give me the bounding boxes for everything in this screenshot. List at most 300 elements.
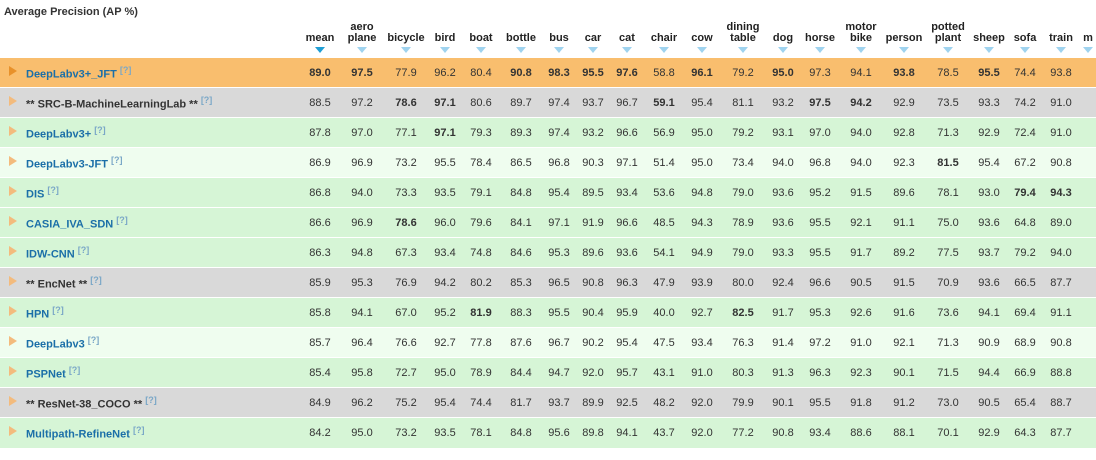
- header-label: train: [1049, 32, 1073, 44]
- score-cell: [1080, 58, 1096, 88]
- score-cell: 73.3: [384, 178, 428, 208]
- table-row[interactable]: [0, 118, 1096, 148]
- score-cell: 78.5: [926, 58, 970, 88]
- triangle-right-icon[interactable]: [9, 276, 17, 286]
- score-cell: 79.3: [462, 118, 500, 148]
- expand-row-toggle[interactable]: [0, 358, 26, 388]
- score-cell: 70.1: [926, 418, 970, 448]
- header-motorbike[interactable]: [840, 22, 882, 58]
- score-cell: 93.8: [882, 58, 926, 88]
- header-label: horse: [805, 32, 835, 44]
- score-cell: 92.6: [840, 298, 882, 328]
- header-bicycle[interactable]: [384, 22, 428, 58]
- sort-arrow-icon[interactable]: [357, 47, 367, 53]
- triangle-right-icon[interactable]: [9, 96, 17, 106]
- score-cell: 95.4: [428, 388, 462, 418]
- method-link[interactable]: ** SRC-B-MachineLearningLab **: [26, 98, 198, 111]
- header-label: bird: [434, 32, 456, 44]
- method-link[interactable]: DeepLabv3+: [26, 128, 92, 141]
- score-cell: 96.2: [340, 388, 384, 418]
- score-cell: 73.2: [384, 418, 428, 448]
- expand-row-toggle[interactable]: [0, 328, 26, 358]
- header-tv[interactable]: [1080, 22, 1096, 58]
- expand-row-toggle[interactable]: [0, 88, 26, 118]
- table-row[interactable]: [0, 88, 1096, 118]
- score-cell: 96.4: [340, 328, 384, 358]
- score-cell: [1080, 298, 1096, 328]
- page-title: Average Precision (AP %): [4, 6, 138, 18]
- method-link[interactable]: DeepLabv3: [26, 338, 85, 351]
- sort-arrow-icon[interactable]: [1056, 47, 1066, 53]
- score-cell: 90.5: [970, 388, 1008, 418]
- method-name-cell[interactable]: [26, 88, 300, 118]
- score-cell: 90.8: [1042, 328, 1080, 358]
- score-cell: [1080, 178, 1096, 208]
- method-name-cell[interactable]: [26, 358, 300, 388]
- sort-arrow-icon[interactable]: [1020, 47, 1030, 53]
- score-cell: 95.5: [800, 208, 840, 238]
- sort-arrow-icon[interactable]: [778, 47, 788, 53]
- header-sofa[interactable]: [1008, 22, 1042, 58]
- score-cell: 81.5: [926, 148, 970, 178]
- expand-row-toggle[interactable]: [0, 238, 26, 268]
- header-sheep[interactable]: [970, 22, 1008, 58]
- help-icon[interactable]: [?]: [87, 334, 100, 345]
- help-icon[interactable]: [?]: [77, 244, 90, 255]
- score-cell: 74.2: [1008, 88, 1042, 118]
- table-row[interactable]: [0, 208, 1096, 238]
- header-aeroplane[interactable]: [340, 22, 384, 58]
- score-cell: 84.8: [500, 178, 542, 208]
- score-cell: 96.3: [800, 358, 840, 388]
- score-cell: 91.7: [766, 298, 800, 328]
- score-cell: 67.2: [1008, 148, 1042, 178]
- expand-row-toggle[interactable]: [0, 268, 26, 298]
- score-cell: 95.9: [610, 298, 644, 328]
- score-cell: 97.2: [800, 328, 840, 358]
- table-row[interactable]: [0, 58, 1096, 88]
- score-cell: 78.1: [926, 178, 970, 208]
- score-cell: 90.2: [576, 328, 610, 358]
- score-cell: 58.8: [644, 58, 684, 88]
- score-cell: 79.0: [720, 238, 766, 268]
- score-cell: 88.5: [300, 88, 340, 118]
- score-cell: 95.3: [340, 268, 384, 298]
- score-cell: 96.9: [340, 148, 384, 178]
- score-cell: 93.4: [610, 178, 644, 208]
- header-label: bicycle: [387, 32, 425, 44]
- method-name-cell[interactable]: [26, 238, 300, 268]
- score-cell: 79.6: [462, 208, 500, 238]
- score-cell: 74.4: [462, 388, 500, 418]
- score-cell: 95.5: [800, 238, 840, 268]
- score-cell: 90.9: [970, 328, 1008, 358]
- score-cell: 92.4: [766, 268, 800, 298]
- header-cow[interactable]: [684, 22, 720, 58]
- score-cell: 79.2: [720, 58, 766, 88]
- score-cell: 96.0: [428, 208, 462, 238]
- method-link[interactable]: CASIA_IVA_SDN: [26, 218, 114, 231]
- header-label: bottle: [506, 32, 536, 44]
- score-cell: 96.6: [610, 118, 644, 148]
- method-name-cell[interactable]: [26, 418, 300, 448]
- sort-arrow-icon[interactable]: [984, 47, 994, 53]
- method-link[interactable]: ** ResNet-38_COCO **: [26, 398, 143, 411]
- score-cell: 86.3: [300, 238, 340, 268]
- sort-arrow-icon[interactable]: [815, 47, 825, 53]
- method-name-cell[interactable]: [26, 118, 300, 148]
- score-cell: 40.0: [644, 298, 684, 328]
- score-cell: 67.3: [384, 238, 428, 268]
- score-cell: 87.8: [300, 118, 340, 148]
- score-cell: 95.3: [800, 298, 840, 328]
- method-link[interactable]: DeepLabv3-JFT: [26, 158, 108, 171]
- score-cell: 93.3: [970, 88, 1008, 118]
- score-cell: 92.1: [882, 328, 926, 358]
- sort-arrow-icon[interactable]: [622, 47, 632, 53]
- triangle-right-icon[interactable]: [9, 66, 17, 76]
- score-cell: 89.2: [882, 238, 926, 268]
- table-row[interactable]: [0, 268, 1096, 298]
- table-row[interactable]: [0, 328, 1096, 358]
- table-row[interactable]: [0, 178, 1096, 208]
- score-cell: 94.0: [840, 118, 882, 148]
- score-cell: 93.4: [684, 328, 720, 358]
- score-cell: 91.6: [882, 298, 926, 328]
- score-cell: 88.3: [500, 298, 542, 328]
- help-icon[interactable]: [?]: [145, 394, 157, 405]
- method-link[interactable]: DIS: [26, 188, 45, 201]
- score-cell: 73.5: [926, 88, 970, 118]
- header-dog[interactable]: [766, 22, 800, 58]
- header-pottedplant[interactable]: [926, 22, 970, 58]
- help-icon[interactable]: [?]: [200, 94, 213, 105]
- score-cell: 93.7: [970, 238, 1008, 268]
- score-cell: 92.0: [684, 388, 720, 418]
- score-cell: 84.6: [500, 238, 542, 268]
- score-cell: 89.8: [576, 418, 610, 448]
- score-cell: 95.0: [340, 418, 384, 448]
- score-cell: 86.9: [300, 148, 340, 178]
- score-cell: 92.0: [576, 358, 610, 388]
- help-icon[interactable]: [?]: [52, 304, 64, 315]
- score-cell: 84.8: [500, 418, 542, 448]
- score-cell: 89.7: [500, 88, 542, 118]
- score-cell: 96.6: [610, 208, 644, 238]
- header-bottle[interactable]: [500, 22, 542, 58]
- score-cell: 94.1: [970, 298, 1008, 328]
- header-label: motor: [845, 21, 877, 33]
- score-cell: [1080, 208, 1096, 238]
- score-cell: 97.2: [340, 88, 384, 118]
- score-cell: 88.7: [1042, 388, 1080, 418]
- help-icon[interactable]: [?]: [47, 184, 59, 195]
- help-icon[interactable]: [?]: [90, 274, 102, 285]
- score-cell: 97.5: [340, 58, 384, 88]
- score-cell: [1080, 268, 1096, 298]
- triangle-right-icon[interactable]: [9, 336, 17, 346]
- help-icon[interactable]: [?]: [116, 214, 128, 225]
- score-cell: 54.1: [644, 238, 684, 268]
- expand-row-toggle[interactable]: [0, 208, 26, 238]
- method-link[interactable]: IDW-CNN: [26, 248, 75, 261]
- header-car[interactable]: [576, 22, 610, 58]
- triangle-right-icon[interactable]: [9, 126, 17, 136]
- header-mean[interactable]: [300, 22, 340, 58]
- method-name-cell[interactable]: [26, 328, 300, 358]
- method-name-cell[interactable]: [26, 268, 300, 298]
- score-cell: 43.1: [644, 358, 684, 388]
- score-cell: 53.6: [644, 178, 684, 208]
- method-name-cell[interactable]: [26, 298, 300, 328]
- method-link[interactable]: HPN: [26, 308, 50, 321]
- score-cell: 95.3: [542, 238, 576, 268]
- header-label: table: [730, 32, 756, 44]
- expand-row-toggle[interactable]: [0, 58, 26, 88]
- score-cell: 93.9: [684, 268, 720, 298]
- score-cell: 95.5: [970, 58, 1008, 88]
- sort-arrow-active-icon[interactable]: [315, 47, 325, 53]
- method-name-cell[interactable]: [26, 58, 300, 88]
- triangle-right-icon[interactable]: [9, 366, 17, 376]
- score-cell: 96.6: [800, 268, 840, 298]
- score-cell: 96.8: [542, 148, 576, 178]
- triangle-right-icon[interactable]: [9, 396, 17, 406]
- score-cell: 92.7: [684, 298, 720, 328]
- score-cell: [1080, 358, 1096, 388]
- score-cell: 91.2: [882, 388, 926, 418]
- score-cell: 79.2: [1008, 238, 1042, 268]
- score-cell: 97.1: [542, 208, 576, 238]
- table-row[interactable]: [0, 358, 1096, 388]
- score-cell: 95.4: [610, 328, 644, 358]
- triangle-right-icon[interactable]: [9, 246, 17, 256]
- score-cell: 74.8: [462, 238, 500, 268]
- score-cell: 89.0: [300, 58, 340, 88]
- expand-row-toggle[interactable]: [0, 178, 26, 208]
- method-name-cell[interactable]: [26, 148, 300, 178]
- score-cell: 91.0: [840, 328, 882, 358]
- score-cell: 73.6: [926, 298, 970, 328]
- triangle-right-icon[interactable]: [9, 186, 17, 196]
- score-cell: 84.9: [300, 388, 340, 418]
- score-cell: 96.8: [800, 148, 840, 178]
- score-cell: 84.1: [500, 208, 542, 238]
- triangle-right-icon[interactable]: [9, 216, 17, 226]
- score-cell: 93.5: [428, 418, 462, 448]
- header-boat[interactable]: [462, 22, 500, 58]
- score-cell: 84.2: [300, 418, 340, 448]
- score-cell: 94.9: [684, 238, 720, 268]
- header-chair[interactable]: [644, 22, 684, 58]
- header-label: bus: [549, 32, 569, 44]
- score-cell: 48.5: [644, 208, 684, 238]
- score-cell: 94.0: [340, 178, 384, 208]
- score-cell: 89.3: [500, 118, 542, 148]
- table-row[interactable]: [0, 148, 1096, 178]
- sort-arrow-icon[interactable]: [516, 47, 526, 53]
- score-cell: 95.0: [684, 148, 720, 178]
- score-cell: 77.5: [926, 238, 970, 268]
- score-cell: 94.0: [840, 148, 882, 178]
- score-cell: 82.5: [720, 298, 766, 328]
- triangle-right-icon[interactable]: [9, 426, 17, 436]
- score-cell: 80.6: [462, 88, 500, 118]
- sort-arrow-icon[interactable]: [943, 47, 953, 53]
- sort-arrow-icon[interactable]: [401, 47, 411, 53]
- score-cell: 81.9: [462, 298, 500, 328]
- table-row[interactable]: [0, 298, 1096, 328]
- method-link[interactable]: ** EncNet **: [26, 278, 88, 291]
- score-cell: 95.0: [766, 58, 800, 88]
- score-cell: 78.6: [384, 208, 428, 238]
- header-label: cow: [691, 32, 713, 44]
- score-cell: 47.5: [644, 328, 684, 358]
- sort-arrow-icon[interactable]: [588, 47, 598, 53]
- header-train[interactable]: [1042, 22, 1080, 58]
- score-cell: [1080, 418, 1096, 448]
- triangle-right-icon[interactable]: [9, 306, 17, 316]
- score-cell: 81.1: [720, 88, 766, 118]
- triangle-right-icon[interactable]: [9, 156, 17, 166]
- score-cell: 91.0: [1042, 88, 1080, 118]
- score-cell: 78.6: [384, 88, 428, 118]
- header-method: [26, 22, 300, 58]
- expand-row-toggle[interactable]: [0, 298, 26, 328]
- method-link[interactable]: PSPNet: [26, 368, 66, 381]
- score-cell: 71.5: [926, 358, 970, 388]
- score-cell: 77.8: [462, 328, 500, 358]
- score-cell: 66.5: [1008, 268, 1042, 298]
- score-cell: 69.4: [1008, 298, 1042, 328]
- header-bus[interactable]: [542, 22, 576, 58]
- method-link[interactable]: Multipath-RefineNet: [26, 428, 130, 441]
- table-row[interactable]: [0, 418, 1096, 448]
- header-diningtable[interactable]: [720, 22, 766, 58]
- score-cell: 89.5: [576, 178, 610, 208]
- header-label: sheep: [973, 32, 1005, 44]
- score-cell: 71.3: [926, 328, 970, 358]
- leaderboard-table: [0, 22, 1096, 448]
- score-cell: 94.1: [840, 58, 882, 88]
- method-name-cell[interactable]: [26, 208, 300, 238]
- score-cell: 89.6: [882, 178, 926, 208]
- score-cell: 78.1: [462, 418, 500, 448]
- score-cell: 64.8: [1008, 208, 1042, 238]
- header-horse[interactable]: [800, 22, 840, 58]
- score-cell: 92.7: [428, 328, 462, 358]
- expand-row-toggle[interactable]: [0, 148, 26, 178]
- score-cell: 91.1: [1042, 298, 1080, 328]
- header-spacer: [0, 22, 26, 58]
- score-cell: 80.0: [720, 268, 766, 298]
- sort-arrow-icon[interactable]: [659, 47, 669, 53]
- score-cell: [1080, 328, 1096, 358]
- score-cell: 95.0: [684, 118, 720, 148]
- score-cell: 91.5: [840, 178, 882, 208]
- score-cell: 94.0: [766, 148, 800, 178]
- expand-row-toggle[interactable]: [0, 388, 26, 418]
- score-cell: 90.8: [1042, 148, 1080, 178]
- score-cell: 93.6: [766, 208, 800, 238]
- sort-arrow-icon[interactable]: [554, 47, 564, 53]
- method-name-cell[interactable]: [26, 178, 300, 208]
- sort-arrow-icon[interactable]: [476, 47, 486, 53]
- help-icon[interactable]: [?]: [132, 424, 145, 435]
- table-row[interactable]: [0, 238, 1096, 268]
- score-cell: 91.4: [766, 328, 800, 358]
- help-icon[interactable]: [?]: [119, 64, 132, 75]
- score-cell: 92.8: [882, 118, 926, 148]
- header-bird[interactable]: [428, 22, 462, 58]
- score-cell: 93.8: [1042, 58, 1080, 88]
- score-cell: 96.3: [610, 268, 644, 298]
- score-cell: 78.4: [462, 148, 500, 178]
- score-cell: 97.1: [428, 118, 462, 148]
- score-cell: 75.0: [926, 208, 970, 238]
- score-cell: 93.0: [970, 178, 1008, 208]
- score-cell: 93.2: [766, 88, 800, 118]
- score-cell: 94.2: [840, 88, 882, 118]
- expand-row-toggle[interactable]: [0, 118, 26, 148]
- header-label: person: [885, 32, 923, 44]
- expand-row-toggle[interactable]: [0, 418, 26, 448]
- score-cell: 87.7: [1042, 268, 1080, 298]
- sort-arrow-icon[interactable]: [738, 47, 748, 53]
- score-cell: 86.5: [500, 148, 542, 178]
- score-cell: 85.8: [300, 298, 340, 328]
- score-cell: 91.5: [882, 268, 926, 298]
- sort-arrow-icon[interactable]: [697, 47, 707, 53]
- score-cell: 95.2: [428, 298, 462, 328]
- score-cell: 88.1: [882, 418, 926, 448]
- sort-arrow-icon[interactable]: [1083, 47, 1093, 53]
- table-row[interactable]: [0, 388, 1096, 418]
- method-name-cell[interactable]: [26, 388, 300, 418]
- score-cell: 74.4: [1008, 58, 1042, 88]
- sort-arrow-icon[interactable]: [440, 47, 450, 53]
- score-cell: 77.2: [720, 418, 766, 448]
- score-cell: 48.2: [644, 388, 684, 418]
- score-cell: 96.1: [684, 58, 720, 88]
- score-cell: [1080, 148, 1096, 178]
- score-cell: 92.9: [882, 88, 926, 118]
- score-cell: 91.9: [576, 208, 610, 238]
- score-cell: 84.4: [500, 358, 542, 388]
- header-cat[interactable]: [610, 22, 644, 58]
- score-cell: 93.6: [766, 178, 800, 208]
- help-icon[interactable]: [?]: [68, 364, 81, 375]
- score-cell: 93.4: [800, 418, 840, 448]
- help-icon[interactable]: [?]: [110, 154, 123, 165]
- score-cell: 94.1: [340, 298, 384, 328]
- sort-arrow-icon[interactable]: [856, 47, 866, 53]
- score-cell: 85.9: [300, 268, 340, 298]
- score-cell: 86.6: [300, 208, 340, 238]
- header-person[interactable]: [882, 22, 926, 58]
- header-label: dining: [726, 21, 760, 33]
- help-icon[interactable]: [?]: [94, 124, 106, 135]
- header-label: cat: [619, 32, 635, 44]
- method-link[interactable]: DeepLabv3+_JFT: [26, 68, 117, 81]
- score-cell: 96.9: [340, 208, 384, 238]
- score-cell: 75.2: [384, 388, 428, 418]
- score-cell: 90.4: [576, 298, 610, 328]
- sort-arrow-icon[interactable]: [899, 47, 909, 53]
- table-body: [0, 58, 1096, 448]
- score-cell: 88.6: [840, 418, 882, 448]
- table-header-row: [0, 22, 1096, 58]
